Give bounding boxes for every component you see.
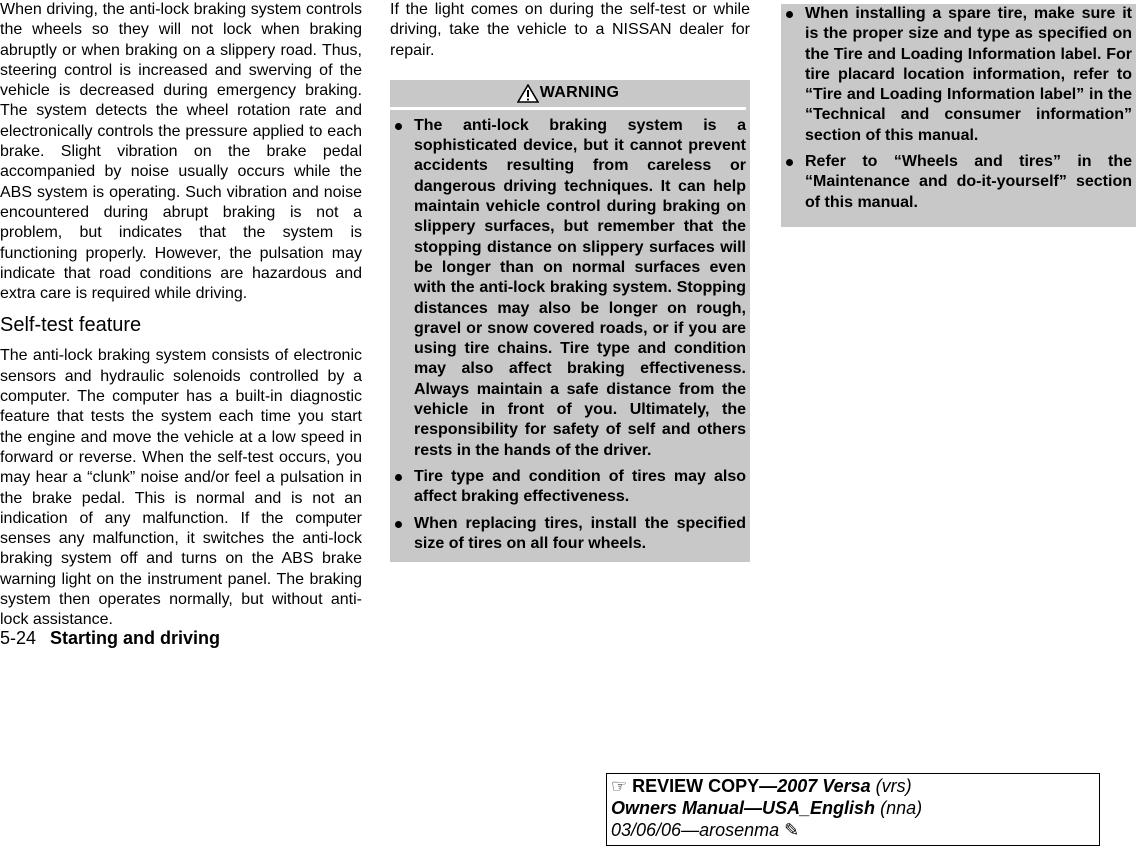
self-test-paragraph: The anti-lock braking system consists of electronic sensors and hydraulic solenoids controlled by a computer. The computer has a built-in diagnostic feature that tests the system each time you start the engine and move the vehicle at a low speed in forward or reverse. When the self-test occurs, you may hear a “clunk” noise and/or feel a pulsation in the brake pedal. This is normal and is not an indication of any malfunction. If the computer senses any malfunction, it switches the anti-lock braking system off and turns on the ABS brake warning light on the instrument panel. The braking system then operates normally, but without anti-lock assistance. — [0, 347, 362, 629]
pen-icon: ✎ — [784, 820, 800, 840]
dealer-paragraph: If the light comes on during the self-test or while driving, take the vehicle to a NISSAN dealer for repair. — [390, 1, 750, 59]
column-right — [781, 0, 1136, 227]
warning-item: The anti-lock braking system is a sophisticated device, but it cannot prevent accidents resulting from careless or dangerous driving techniques. It can help maintain vehicle control during braking on slippery surfaces, but remember that the stopping distance on slippery surfaces will be longer than on normal surfaces even with the anti-lock braking system. Stopping distances may also be longer on rough, gravel or snow covered roads, or if you are using tire chains. Tire type and condition may also affect braking effectiveness. Always maintain a safe distance from the vehicle in front of you. Ultimately, the responsibility for safety of self and others rests in the hands of the driver. — [390, 116, 746, 461]
warning-list-continued — [781, 4, 1132, 213]
bullet-icon — [395, 123, 402, 130]
review-line-1 — [611, 775, 1095, 797]
bullet-icon — [786, 159, 793, 166]
warning-box — [390, 80, 750, 562]
revision-date: 03/06/06—arosenma — [611, 820, 780, 840]
pointing-hand-icon: ☞ — [611, 776, 628, 796]
model-code: (vrs) — [875, 776, 912, 796]
warning-header — [390, 80, 746, 110]
column-middle — [390, 0, 750, 562]
bullet-icon — [786, 11, 793, 18]
bullet-icon — [395, 521, 402, 528]
manual-name: Owners Manual—USA_English — [611, 798, 876, 818]
section-heading: Self-test feature — [0, 314, 142, 337]
review-line-2 — [611, 797, 1095, 819]
section-name: Starting and driving — [50, 628, 221, 648]
warning-item: When replacing tires, install the specified size of tires on all four wheels. — [390, 514, 746, 555]
review-line-3 — [611, 819, 1095, 841]
bullet-icon — [395, 474, 402, 481]
page-footer — [0, 627, 220, 649]
warning-triangle-icon — [517, 84, 539, 103]
column-left — [0, 0, 362, 631]
warning-list — [390, 116, 746, 554]
model-name: 2007 Versa — [777, 776, 871, 796]
page-number: 5-24 — [0, 628, 37, 648]
review-copy-box — [606, 773, 1100, 846]
warning-item: Refer to “Wheels and tires” in the “Maintenance and do-it-yourself” section of this manual. — [781, 152, 1132, 213]
warning-item: When installing a spare tire, make sure it is the proper size and type as specified on the Tire and Loading Information label. For tire placard location information, refer to “Tire and Loading Information label” in the “Technical and consumer information” section of this manual. — [781, 4, 1132, 146]
warning-item: Tire type and condition of tires may also affect braking effectiveness. — [390, 467, 746, 508]
review-copy-label: REVIEW COPY— — [632, 776, 778, 796]
warning-title: WARNING — [539, 84, 620, 102]
abs-intro-paragraph: When driving, the anti-lock braking system controls the wheels so they will not lock when braking abruptly or when braking on a slippery road. Thus, steering control is increased and swerving of the vehicle is decreased during emergency braking. The system detects the wheel rotation rate and electronically controls the pressure applied to each brake. Slight vibration on the brake pedal accompanied by noise usually occurs while the ABS system is operating. Such vibration and noise encountered during abrupt braking is not a problem, but indicates that the system is functioning properly. However, the pulsation may indicate that road conditions are hazardous and extra care is required while driving. — [0, 1, 362, 303]
region-code: (nna) — [880, 798, 923, 818]
warning-box-continued — [781, 4, 1136, 227]
